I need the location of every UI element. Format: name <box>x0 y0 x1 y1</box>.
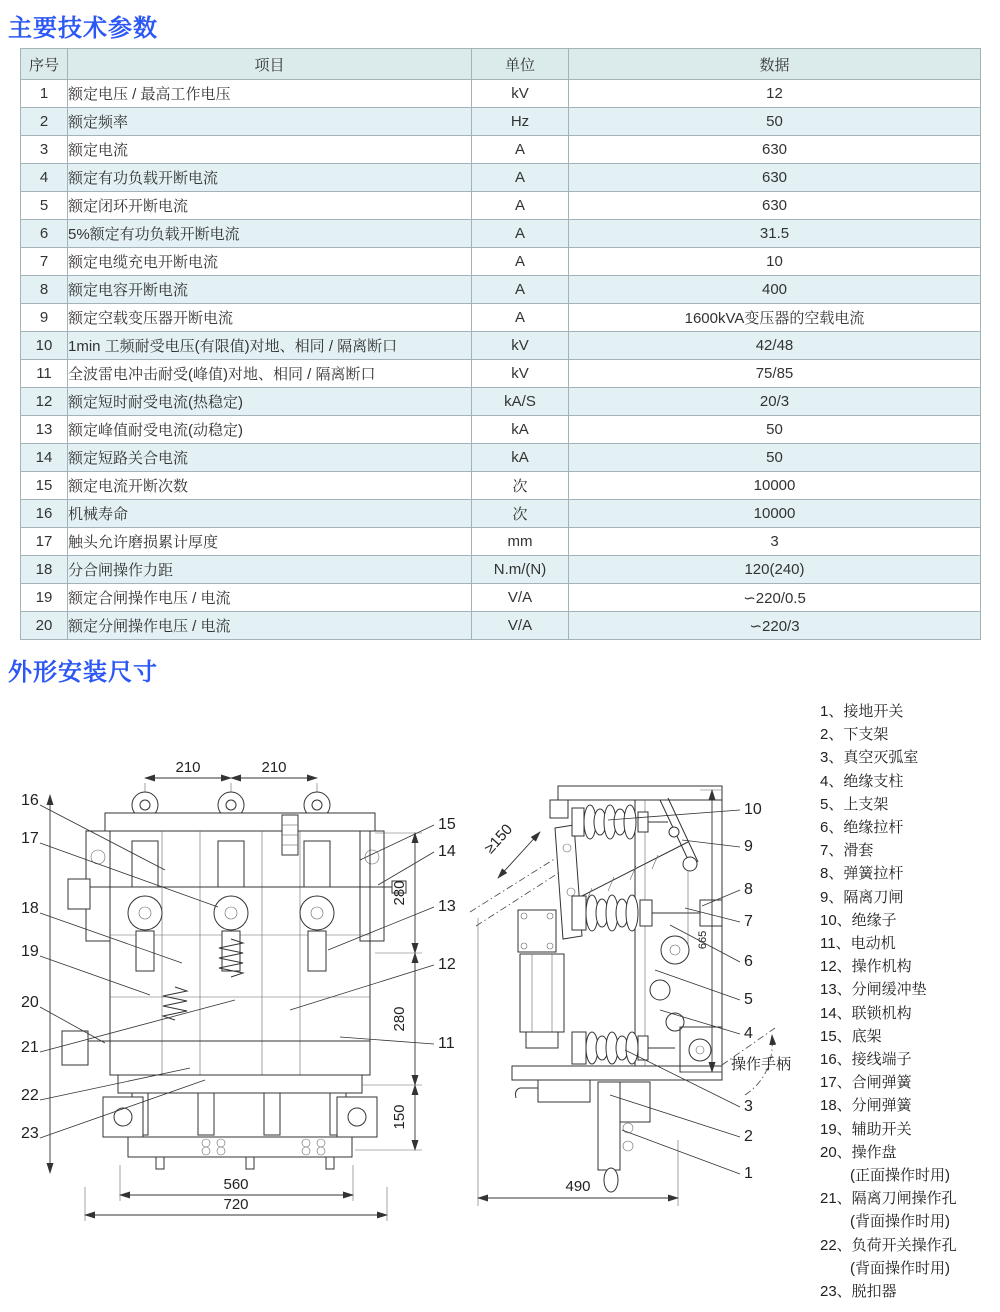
cell-unit: kA <box>472 416 569 444</box>
legend-item: 18、分闸弹簧 <box>820 1097 912 1115</box>
legend-item: (背面操作时用) <box>820 1213 950 1231</box>
cell-index: 8 <box>21 276 68 304</box>
callout-number: 22 <box>21 1087 39 1104</box>
cell-data: 630 <box>569 164 981 192</box>
section-title-dimensions: 外形安装尺寸 <box>8 659 158 686</box>
callout-number: 13 <box>438 898 456 915</box>
dimension-label: 150 <box>391 1104 408 1130</box>
dimension-label: ≥150 <box>481 820 517 858</box>
cell-data: ∽220/0.5 <box>569 584 981 612</box>
cell-item: 额定短路关合电流 <box>68 444 472 472</box>
callout-number: 3 <box>744 1098 753 1115</box>
cell-index: 11 <box>21 360 68 388</box>
column-header-index: 序号 <box>21 49 68 80</box>
legend-item: 20、操作盘 <box>820 1143 897 1161</box>
dimension-label: 280 <box>391 1006 408 1032</box>
cell-unit: kV <box>472 332 569 360</box>
callout-number: 2 <box>744 1128 753 1145</box>
table-row <box>21 136 981 164</box>
cell-index: 1 <box>21 80 68 108</box>
cell-unit: A <box>472 164 569 192</box>
callout-number: 17 <box>21 830 39 847</box>
cell-index: 5 <box>21 192 68 220</box>
dimension-label: 720 <box>223 1196 249 1213</box>
cell-unit: kV <box>472 80 569 108</box>
table-row <box>21 220 981 248</box>
callout-number: 23 <box>21 1125 39 1142</box>
callout-number: 10 <box>744 801 762 818</box>
legend-item: 5、上支架 <box>820 795 889 813</box>
legend-item: (正面操作时用) <box>820 1167 950 1185</box>
cell-item: 额定有功负载开断电流 <box>68 164 472 192</box>
callout-number: 1 <box>744 1165 753 1182</box>
legend-item: 9、隔离刀闸 <box>820 888 904 906</box>
cell-unit: kA <box>472 444 569 472</box>
legend-item: 12、操作机构 <box>820 958 912 976</box>
callout-number: 5 <box>744 991 753 1008</box>
cell-item: 额定分闸操作电压 / 电流 <box>68 612 472 640</box>
column-header-item: 项目 <box>68 49 472 80</box>
cell-unit: A <box>472 304 569 332</box>
cell-item: 机械寿命 <box>68 500 472 528</box>
table-row <box>21 360 981 388</box>
callout-number: 8 <box>744 881 753 898</box>
side-operating-handle <box>722 1028 791 1095</box>
cell-index: 6 <box>21 220 68 248</box>
legend-item: 11、电动机 <box>820 935 896 953</box>
cell-item: 额定电压 / 最高工作电压 <box>68 80 472 108</box>
column-header-unit: 单位 <box>472 49 569 80</box>
table-row <box>21 556 981 584</box>
callout-number: 19 <box>21 943 39 960</box>
cell-item: 全波雷电冲击耐受(峰值)对地、相同 / 隔离断口 <box>68 360 472 388</box>
legend-item: 3、真空灭弧室 <box>820 749 919 767</box>
cell-unit: A <box>472 276 569 304</box>
cell-data: 630 <box>569 192 981 220</box>
cell-unit: mm <box>472 528 569 556</box>
cell-index: 20 <box>21 612 68 640</box>
cell-unit: A <box>472 248 569 276</box>
cell-item: 分合闸操作力距 <box>68 556 472 584</box>
callout-number: 4 <box>744 1025 753 1042</box>
dimension-label: 560 <box>223 1176 249 1193</box>
table-row <box>21 500 981 528</box>
callout-number: 15 <box>438 816 456 833</box>
legend-item: 16、接线端子 <box>820 1051 912 1069</box>
cell-unit: A <box>472 136 569 164</box>
side-machine-body <box>512 786 722 1192</box>
legend-item: 1、接地开关 <box>820 703 904 720</box>
table-row <box>21 472 981 500</box>
table-row <box>21 248 981 276</box>
table-row <box>21 528 981 556</box>
cell-data: ∽220/3 <box>569 612 981 640</box>
cell-index: 7 <box>21 248 68 276</box>
cell-item: 额定短时耐受电流(热稳定) <box>68 388 472 416</box>
legend-item: 15、底架 <box>820 1027 882 1045</box>
cell-unit: N.m/(N) <box>472 556 569 584</box>
cell-unit: 次 <box>472 500 569 528</box>
cell-unit: A <box>472 220 569 248</box>
legend-item: 14、联锁机构 <box>820 1004 912 1022</box>
cell-index: 9 <box>21 304 68 332</box>
table-row <box>21 164 981 192</box>
cell-data: 10000 <box>569 500 981 528</box>
cell-index: 19 <box>21 584 68 612</box>
cell-index: 3 <box>21 136 68 164</box>
dimension-label: 280 <box>391 880 408 906</box>
column-header-data: 数据 <box>569 49 981 80</box>
cell-index: 2 <box>21 108 68 136</box>
cell-item: 额定电容开断电流 <box>68 276 472 304</box>
legend-item: 7、滑套 <box>820 842 874 860</box>
table-row <box>21 388 981 416</box>
legend-item: 10、绝缘子 <box>820 911 897 929</box>
legend-item: 17、合闸弹簧 <box>820 1074 912 1092</box>
cell-unit: V/A <box>472 612 569 640</box>
legend-item: 8、弹簧拉杆 <box>820 865 904 883</box>
legend-item: 4、绝缘支柱 <box>820 772 904 790</box>
cell-unit: 次 <box>472 472 569 500</box>
cell-data: 50 <box>569 416 981 444</box>
dimension-label: 665 <box>697 930 709 950</box>
cell-item: 额定空载变压器开断电流 <box>68 304 472 332</box>
cell-index: 10 <box>21 332 68 360</box>
cell-item: 5%额定有功负载开断电流 <box>68 220 472 248</box>
cell-data: 1600kVA变压器的空载电流 <box>569 304 981 332</box>
table-row <box>21 192 981 220</box>
legend-item: 21、隔离刀闸操作孔 <box>820 1190 957 1208</box>
cell-unit: Hz <box>472 108 569 136</box>
callout-number: 6 <box>744 953 753 970</box>
parts-legend <box>820 700 957 1303</box>
legend-item: 19、辅助开关 <box>820 1120 912 1138</box>
cell-data: 42/48 <box>569 332 981 360</box>
table-row <box>21 332 981 360</box>
cell-data: 20/3 <box>569 388 981 416</box>
side-view-drawing <box>460 740 810 1260</box>
cell-unit: V/A <box>472 584 569 612</box>
cell-item: 额定电流 <box>68 136 472 164</box>
parameters-table <box>20 48 981 640</box>
cell-index: 4 <box>21 164 68 192</box>
table-row <box>21 416 981 444</box>
callout-number: 14 <box>438 843 456 860</box>
dimension-label: 210 <box>261 759 287 776</box>
callout-number: 21 <box>21 1039 39 1056</box>
cell-index: 13 <box>21 416 68 444</box>
cell-data: 75/85 <box>569 360 981 388</box>
cell-item: 额定电流开断次数 <box>68 472 472 500</box>
cell-data: 12 <box>569 80 981 108</box>
cell-unit: kA/S <box>472 388 569 416</box>
cell-data: 10 <box>569 248 981 276</box>
cell-unit: kV <box>472 360 569 388</box>
cell-item: 1min 工频耐受电压(有限值)对地、相同 / 隔离断口 <box>68 332 472 360</box>
cell-data: 10000 <box>569 472 981 500</box>
legend-item: (背面操作时用) <box>820 1259 950 1277</box>
table-header-row <box>21 49 981 80</box>
dimension-label: 490 <box>565 1178 591 1195</box>
front-bottom-dimensions <box>85 1165 387 1221</box>
callout-number: 20 <box>21 994 39 1011</box>
cell-data: 630 <box>569 136 981 164</box>
table-row <box>21 612 981 640</box>
legend-item: 23、脱扣器 <box>820 1283 897 1301</box>
cell-item: 触头允许磨损累计厚度 <box>68 528 472 556</box>
cell-data: 31.5 <box>569 220 981 248</box>
cell-index: 12 <box>21 388 68 416</box>
legend-item: 13、分闸缓冲垫 <box>820 981 927 999</box>
handle-label: 操作手柄 <box>731 1056 792 1073</box>
cell-data: 120(240) <box>569 556 981 584</box>
cell-data: 3 <box>569 528 981 556</box>
cell-item: 额定峰值耐受电流(动稳定) <box>68 416 472 444</box>
callout-number: 9 <box>744 838 753 855</box>
cell-index: 16 <box>21 500 68 528</box>
legend-item: 2、下支架 <box>820 726 889 744</box>
callout-number: 16 <box>21 792 39 809</box>
cell-unit: A <box>472 192 569 220</box>
cell-data: 50 <box>569 444 981 472</box>
cell-index: 18 <box>21 556 68 584</box>
opening-spring <box>163 987 187 1020</box>
front-view-drawing <box>10 745 460 1225</box>
cell-index: 15 <box>21 472 68 500</box>
table-row <box>21 108 981 136</box>
cell-item: 额定合闸操作电压 / 电流 <box>68 584 472 612</box>
side-callouts <box>608 801 762 1182</box>
table-row <box>21 304 981 332</box>
cell-index: 17 <box>21 528 68 556</box>
dimension-label: 210 <box>175 759 201 776</box>
table-row <box>21 444 981 472</box>
cell-data: 50 <box>569 108 981 136</box>
cell-data: 400 <box>569 276 981 304</box>
cell-index: 14 <box>21 444 68 472</box>
table-row <box>21 80 981 108</box>
section-title-main-parameters: 主要技术参数 <box>8 15 158 42</box>
legend-item: 22、负荷开关操作孔 <box>820 1236 957 1254</box>
callout-number: 7 <box>744 913 753 930</box>
callout-number: 11 <box>438 1035 455 1052</box>
cell-item: 额定闭环开断电流 <box>68 192 472 220</box>
callout-number: 18 <box>21 900 39 917</box>
legend-item: 6、绝缘拉杆 <box>820 819 904 837</box>
cell-item: 额定频率 <box>68 108 472 136</box>
table-row <box>21 276 981 304</box>
callout-number: 12 <box>438 956 456 973</box>
cell-item: 额定电缆充电开断电流 <box>68 248 472 276</box>
table-row <box>21 584 981 612</box>
